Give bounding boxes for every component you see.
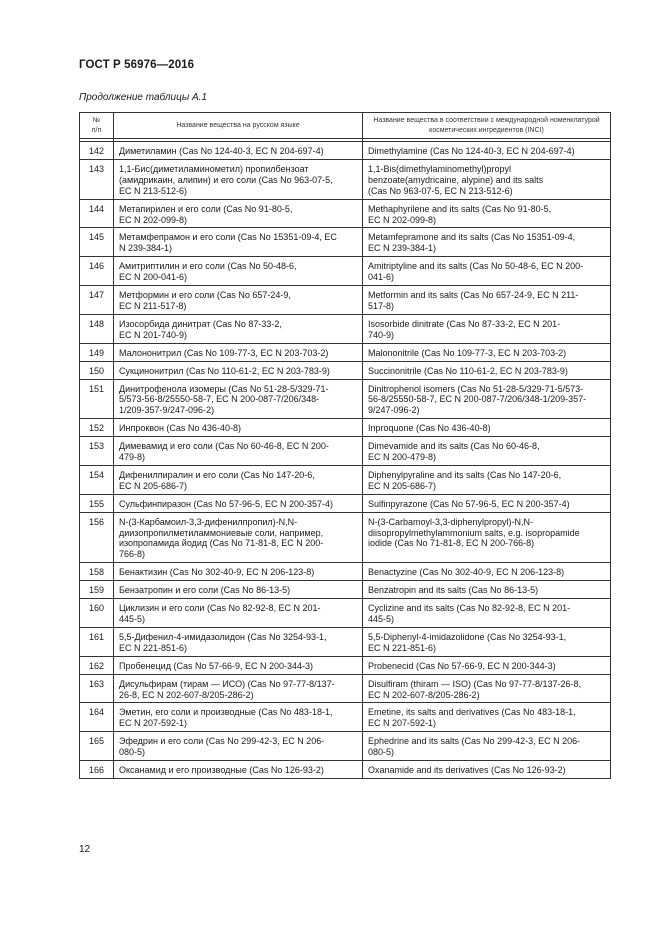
- name-en: 1,1-Bis(dimethylaminomethyl)propyl benzoate(amydricaine, alypine) and its salts (Cas No 963-07-5, EC N 213-512-6): [363, 159, 611, 199]
- row-number: 144: [80, 199, 114, 228]
- name-en: Metamfepramone and its salts (Cas No 15351-09-4, EC N 239-384-1): [363, 228, 611, 257]
- row-number: 143: [80, 159, 114, 199]
- row-number: 163: [80, 674, 114, 703]
- row-number: 164: [80, 703, 114, 732]
- table-row: [80, 361, 611, 379]
- table-header-row: [80, 113, 611, 139]
- name-ru: Сульфинпиразон (Cas No 57-96-5, EC N 200-357-4): [114, 494, 363, 512]
- row-number: 162: [80, 656, 114, 674]
- name-ru: N-(3-Карбамоил-3,3-дифенилпропил)-N,N- диизопропилметиламмониевые соли, например, изопропамида йодид (Cas No 71-81-8, EC N 200- 766-8): [114, 512, 363, 563]
- name-ru: Дифенилпиралин и его соли (Cas No 147-20-6, EC N 205-686-7): [114, 465, 363, 494]
- table-row: [80, 257, 611, 286]
- table-row: [80, 732, 611, 761]
- table-row: [80, 286, 611, 315]
- name-ru: 5,5-Дифенил-4-имидазолидон (Cas No 3254-93-1, EC N 221-851-6): [114, 627, 363, 656]
- row-number: 166: [80, 761, 114, 779]
- header-ru: Название вещества на русском языке: [114, 113, 363, 139]
- row-number: 159: [80, 581, 114, 599]
- row-number: 161: [80, 627, 114, 656]
- table-row: [80, 512, 611, 563]
- name-en: Methaphyrilene and its salts (Cas No 91-80-5, EC N 202-099-8): [363, 199, 611, 228]
- name-ru: Диметиламин (Cas No 124-40-3, EC N 204-697-4): [114, 142, 363, 160]
- name-en: Disulfiram (thiram — ISO) (Cas No 97-77-8/137-26-8, EC N 202-607-8/205-286-2): [363, 674, 611, 703]
- table-row: [80, 159, 611, 199]
- name-en: Malononitrile (Cas No 109-77-3, EC N 203-703-2): [363, 343, 611, 361]
- row-number: 150: [80, 361, 114, 379]
- name-ru: Инпроквон (Cas No 436-40-8): [114, 419, 363, 437]
- table-row: [80, 465, 611, 494]
- table-row: [80, 343, 611, 361]
- table-body: [80, 142, 611, 779]
- name-en: Succinonitrile (Cas No 110-61-2, EC N 203-783-9): [363, 361, 611, 379]
- name-ru: Пробенецид (Cas No 57-66-9, EC N 200-344-3): [114, 656, 363, 674]
- row-number: 142: [80, 142, 114, 160]
- row-number: 146: [80, 257, 114, 286]
- name-en: Sulfinpyrazone (Cas No 57-96-5, EC N 200-357-4): [363, 494, 611, 512]
- row-number: 158: [80, 563, 114, 581]
- table-row: [80, 656, 611, 674]
- row-number: 156: [80, 512, 114, 563]
- document-id: ГОСТ Р 56976—2016: [79, 59, 195, 71]
- table-row: [80, 581, 611, 599]
- name-en: Cyclizine and its salts (Cas No 82-92-8, EC N 201- 445-5): [363, 599, 611, 628]
- table-row: [80, 599, 611, 628]
- name-en: Ephedrine and its salts (Cas No 299-42-3, EC N 206- 080-5): [363, 732, 611, 761]
- name-en: Dimevamide and its salts (Cas No 60-46-8, EC N 200-479-8): [363, 437, 611, 466]
- row-number: 145: [80, 228, 114, 257]
- table-row: [80, 494, 611, 512]
- name-en: Emetine, its salts and derivatives (Cas No 483-18-1, EC N 207-592-1): [363, 703, 611, 732]
- table-row: [80, 228, 611, 257]
- name-en: Isosorbide dinitrate (Cas No 87-33-2, EC N 201- 740-9): [363, 314, 611, 343]
- name-ru: 1,1-Бис(диметиламинометил) пропилбензоат (амидрикаин, алипин) и его соли (Cas No 963-07-5, EC N 213-512-6): [114, 159, 363, 199]
- name-en: Benactyzine (Cas No 302-40-9, EC N 206-123-8): [363, 563, 611, 581]
- name-en: N-(3-Carbamoyl-3,3-diphenylpropyl)-N,N- diisopropylmethylammonium salts, e.g. isopropamide iodide (Cas No 71-81-8, EC N 200-766-8): [363, 512, 611, 563]
- name-en: Benzatropin and its salts (Cas No 86-13-5): [363, 581, 611, 599]
- row-number: 155: [80, 494, 114, 512]
- table-caption: Продолжение таблицы А.1: [79, 92, 207, 103]
- name-ru: Изосорбида динитрат (Cas No 87-33-2, EC N 201-740-9): [114, 314, 363, 343]
- table-row: [80, 379, 611, 419]
- name-ru: Димевамид и его соли (Cas No 60-46-8, EC N 200- 479-8): [114, 437, 363, 466]
- row-number: 151: [80, 379, 114, 419]
- name-ru: Амитриптилин и его соли (Cas No 50-48-6, EC N 200-041-6): [114, 257, 363, 286]
- table-row: [80, 563, 611, 581]
- name-ru: Малононитрил (Cas No 109-77-3, EC N 203-703-2): [114, 343, 363, 361]
- name-ru: Эфедрин и его соли (Cas No 299-42-3, EC N 206- 080-5): [114, 732, 363, 761]
- row-number: 153: [80, 437, 114, 466]
- name-en: Metformin and its salts (Cas No 657-24-9, EC N 211- 517-8): [363, 286, 611, 315]
- table-row: [80, 142, 611, 160]
- name-en: Amitriptyline and its salts (Cas No 50-48-6, EC N 200- 041-6): [363, 257, 611, 286]
- table-row: [80, 627, 611, 656]
- row-number: 148: [80, 314, 114, 343]
- table-row: [80, 674, 611, 703]
- name-ru: Метамфепрамон и его соли (Cas No 15351-09-4, EC N 239-384-1): [114, 228, 363, 257]
- row-number: 154: [80, 465, 114, 494]
- name-ru: Динитрофенола изомеры (Cas No 51-28-5/329-71- 5/573-56-8/25550-58-7, EC N 200-087-7/206/348- 1/209-357-9/247-096-2): [114, 379, 363, 419]
- table-row: [80, 314, 611, 343]
- name-en: Oxanamide and its derivatives (Cas No 126-93-2): [363, 761, 611, 779]
- header-en: Название вещества в соответствии с международной номенклатурой косметических ингредиентов (INCI): [363, 113, 611, 139]
- table-row: [80, 761, 611, 779]
- name-ru: Дисульфирам (тирам — ИСО) (Cas No 97-77-8/137- 26-8, EC N 202-607-8/205-286-2): [114, 674, 363, 703]
- name-ru: Циклизин и его соли (Cas No 82-92-8, EC N 201- 445-5): [114, 599, 363, 628]
- name-ru: Метапирилен и его соли (Cas No 91-80-5, EC N 202-099-8): [114, 199, 363, 228]
- substances-table: [79, 112, 611, 779]
- name-en: Dimethylamine (Cas No 124-40-3, EC N 204-697-4): [363, 142, 611, 160]
- name-ru: Эметин, его соли и производные (Cas No 483-18-1, EC N 207-592-1): [114, 703, 363, 732]
- table-row: [80, 199, 611, 228]
- name-ru: Бенактизин (Cas No 302-40-9, EC N 206-123-8): [114, 563, 363, 581]
- table-row: [80, 437, 611, 466]
- name-en: Diphenylpyraline and its salts (Cas No 147-20-6, EC N 205-686-7): [363, 465, 611, 494]
- name-en: Inproquone (Cas No 436-40-8): [363, 419, 611, 437]
- name-en: Dinitrophenol isomers (Cas No 51-28-5/329-71-5/573- 56-8/25550-58-7, EC N 200-087-7/206/348-1/209-357- 9/247-096-2): [363, 379, 611, 419]
- row-number: 152: [80, 419, 114, 437]
- page-number: 12: [79, 844, 91, 855]
- name-en: 5,5-Diphenyl-4-imidazolidone (Cas No 3254-93-1, EC N 221-851-6): [363, 627, 611, 656]
- row-number: 165: [80, 732, 114, 761]
- table-row: [80, 703, 611, 732]
- header-num: № п/п: [80, 113, 114, 139]
- name-ru: Оксанамид и его производные (Cas No 126-93-2): [114, 761, 363, 779]
- row-number: 149: [80, 343, 114, 361]
- row-number: 147: [80, 286, 114, 315]
- name-ru: Бензатропин и его соли (Cas No 86-13-5): [114, 581, 363, 599]
- name-ru: Метформин и его соли (Cas No 657-24-9, EC N 211-517-8): [114, 286, 363, 315]
- name-ru: Сукцинонитрил (Cas No 110-61-2, EC N 203-783-9): [114, 361, 363, 379]
- row-number: 160: [80, 599, 114, 628]
- table-row: [80, 419, 611, 437]
- name-en: Probenecid (Cas No 57-66-9, EC N 200-344-3): [363, 656, 611, 674]
